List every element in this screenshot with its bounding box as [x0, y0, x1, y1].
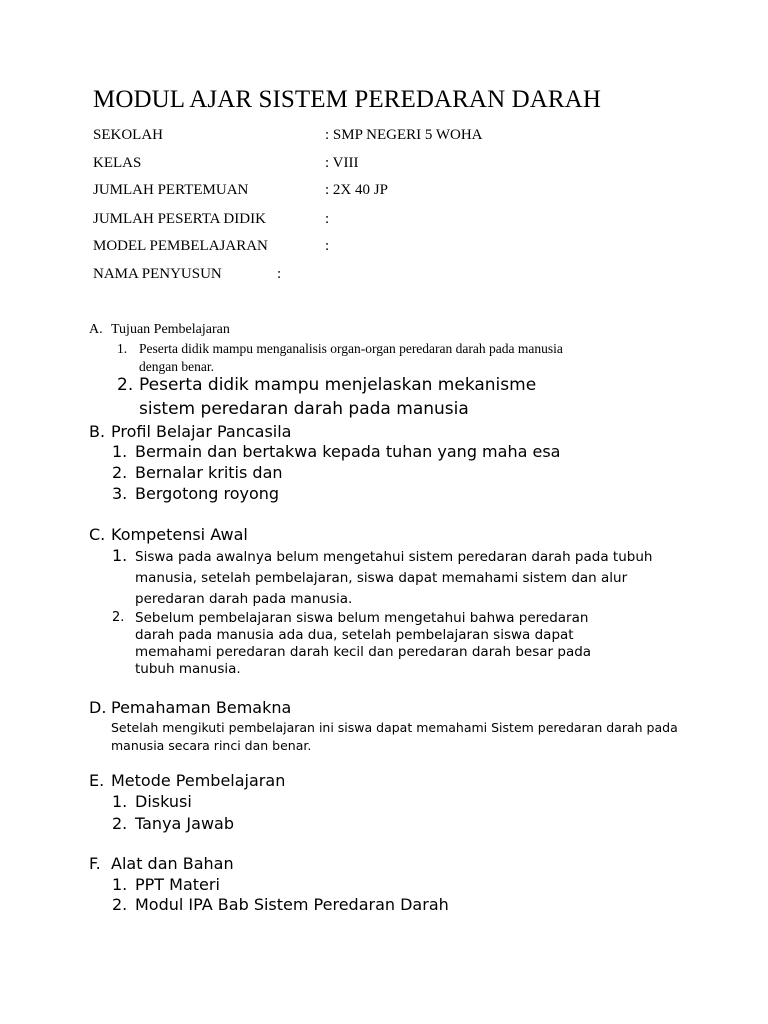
section-c-item-2-line-3: memahami peredaran darah kecil dan peredaran darah besar pada: [135, 644, 592, 660]
info-value-jumlah-pertemuan: : 2X 40 JP: [325, 182, 388, 198]
section-c-item-1-line-1: Siswa pada awalnya belum mengetahui sistem peredaran darah pada tubuh: [135, 549, 653, 565]
section-a-letter: A.: [89, 322, 103, 337]
section-f-item-1-num: 1.: [112, 875, 128, 894]
section-c-item-1-num: 1.: [112, 546, 128, 565]
info-label-jumlah-peserta-didik: JUMLAH PESERTA DIDIK: [93, 211, 266, 227]
section-b-item-3-num: 3.: [112, 484, 128, 503]
section-e-item-2-text: Tanya Jawab: [135, 814, 234, 833]
section-e-letter: E.: [89, 771, 105, 790]
document-title: MODUL AJAR SISTEM PEREDARAN DARAH: [93, 86, 601, 113]
section-a-title: Tujuan Pembelajaran: [111, 322, 230, 337]
section-b-letter: B.: [89, 422, 106, 441]
info-label-jumlah-pertemuan: JUMLAH PERTEMUAN: [93, 182, 249, 198]
info-value-model-pembelajaran: :: [325, 238, 330, 254]
section-c-item-1-line-3: peredaran darah pada manusia.: [135, 591, 353, 607]
section-c-item-2-line-1: Sebelum pembelajaran siswa belum mengetahui bahwa peredaran: [135, 610, 589, 626]
section-c-letter: C.: [89, 525, 106, 544]
section-a-item-2-num: 2.: [117, 375, 134, 395]
section-f-item-2-text: Modul IPA Bab Sistem Peredaran Darah: [135, 895, 449, 914]
section-b-item-2-text: Bernalar kritis dan: [135, 463, 283, 482]
section-b-title: Profil Belajar Pancasila: [111, 422, 292, 441]
section-d-title: Pemahaman Bemakna: [111, 698, 292, 717]
section-e-item-1-text: Diskusi: [135, 792, 192, 811]
info-value-jumlah-peserta-didik: :: [325, 211, 330, 227]
section-c-item-2-num: 2.: [112, 610, 125, 625]
info-label-model-pembelajaran: MODEL PEMBELAJARAN: [93, 238, 268, 254]
section-e-item-1-num: 1.: [112, 792, 128, 811]
section-d-letter: D.: [89, 698, 107, 717]
section-a-item-1-line-2: dengan benar.: [139, 359, 214, 374]
info-value-nama-penyusun: :: [277, 266, 282, 282]
info-label-sekolah: SEKOLAH: [93, 127, 163, 143]
section-a-item-2-line-2: sistem peredaran darah pada manusia: [139, 399, 469, 419]
section-a-item-1-num: 1.: [117, 341, 128, 356]
section-c-item-1-line-2: manusia, setelah pembelajaran, siswa dapat memahami sistem dan alur: [135, 570, 628, 586]
section-f-letter: F.: [89, 854, 101, 873]
section-f-item-1-text: PPT Materi: [135, 875, 220, 894]
section-f-item-2-num: 2.: [112, 895, 128, 914]
section-a-item-1-line-1: Peserta didik mampu menganalisis organ-organ peredaran darah pada manusia: [139, 341, 563, 356]
section-c-item-2-line-4: tubuh manusia.: [135, 661, 241, 677]
section-b-item-1-text: Bermain dan bertakwa kepada tuhan yang maha esa: [135, 442, 561, 461]
info-label-nama-penyusun: NAMA PENYUSUN: [93, 266, 222, 282]
section-e-title: Metode Pembelajaran: [111, 771, 286, 790]
info-label-kelas: KELAS: [93, 155, 142, 171]
section-c-title: Kompetensi Awal: [111, 525, 248, 544]
section-d-line-2: manusia secara rinci dan benar.: [111, 738, 312, 753]
info-value-sekolah: : SMP NEGERI 5 WOHA: [325, 127, 483, 143]
section-b-item-3-text: Bergotong royong: [135, 484, 280, 503]
section-f-title: Alat dan Bahan: [111, 854, 234, 873]
section-c-item-2-line-2: darah pada manusia ada dua, setelah pembelajaran siswa dapat: [135, 627, 574, 643]
section-b-item-2-num: 2.: [112, 463, 128, 482]
section-a-item-2-line-1: Peserta didik mampu menjelaskan mekanisme: [139, 375, 537, 395]
section-d-line-1: Setelah mengikuti pembelajaran ini siswa dapat memahami Sistem peredaran darah pada: [111, 720, 678, 735]
section-b-item-1-num: 1.: [112, 442, 128, 461]
info-value-kelas: : VIII: [325, 155, 359, 171]
section-e-item-2-num: 2.: [112, 814, 128, 833]
